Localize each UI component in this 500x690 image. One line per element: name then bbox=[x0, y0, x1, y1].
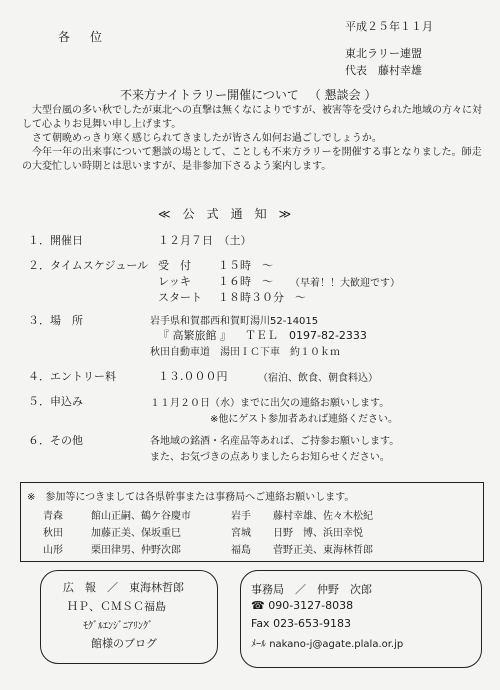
pr-title: 広 報 ／ 東海林哲郎 bbox=[63, 581, 184, 594]
contact-prefecture: 山形 bbox=[43, 545, 63, 556]
place-access: 秋田自動車道 湯田ＩＣ下車 約１０ｋｍ bbox=[150, 347, 340, 358]
contact-names: 藤村幸雄、佐々木松紀 bbox=[273, 511, 373, 522]
office-phone: 090-3127-8038 bbox=[268, 599, 354, 612]
apply-line-1: １１月２０日（水）までに出欠の連絡お願いします。 bbox=[150, 398, 390, 409]
office-mail: nakano-j@agate.plala.or.jp bbox=[269, 639, 404, 650]
place-tel: ＴＥＬ 0197-82-2333 bbox=[245, 329, 367, 342]
body-paragraph: さて朝晩めっきり寒く感じられてきましたが皆さん如何お過ごしでしょうか。 bbox=[32, 133, 382, 144]
contacts-box bbox=[20, 482, 484, 562]
place-address: 岩手県和賀郡西和賀町湯川52-14015 bbox=[150, 316, 319, 327]
other-line-1: 各地域の銘酒・名産品等あれば、ご持参お願いします。 bbox=[150, 436, 400, 447]
office-mail-row bbox=[251, 635, 403, 650]
contact-prefecture: 青森 bbox=[43, 511, 63, 522]
item-apply-label: ５．申込み bbox=[28, 395, 83, 408]
pr-box bbox=[40, 570, 218, 664]
schedule-row-time: １８時３０分 〜 bbox=[218, 291, 306, 304]
body-text bbox=[22, 104, 482, 174]
office-box bbox=[240, 570, 482, 668]
apply-line-2: ※他にゲスト参加者あれば連絡ください。 bbox=[210, 414, 398, 425]
schedule-row-time: １６時 〜 bbox=[218, 275, 273, 288]
schedule-row-time: １５時 〜 bbox=[218, 259, 273, 272]
mail-label: ﾒｰﾙ bbox=[251, 639, 266, 650]
organization-name: 東北ラリー連盟 bbox=[345, 47, 422, 60]
issue-date: 平成２５年１１月 bbox=[345, 20, 433, 33]
contact-names: 館山正嗣、鶴ケ谷慶市 bbox=[91, 511, 191, 522]
item-place-label: ３．場 所 bbox=[28, 314, 83, 327]
contact-prefecture: 宮城 bbox=[231, 528, 251, 539]
item-other-label: ６．その他 bbox=[28, 434, 83, 447]
office-title: 事務局 ／ 仲野 次郎 bbox=[251, 583, 372, 596]
contacts-note: ※ 参加等につきましては各県幹事または事務局へご連絡お願いします。 bbox=[27, 492, 355, 503]
contact-names: 加藤正美、保坂重巳 bbox=[91, 528, 181, 539]
contact-prefecture: 秋田 bbox=[43, 528, 63, 539]
item-date-label: １．開催日 bbox=[28, 234, 83, 247]
item-date-value: １２月７日 （土） bbox=[158, 234, 252, 247]
contact-names: 菅野正美、東海林哲郎 bbox=[273, 545, 373, 556]
pr-line-2: ﾓｸﾞﾙｴﾝｼﾞﾆｱﾘﾝｸﾞ bbox=[83, 621, 153, 632]
place-venue: 『 高繁旅館 』 bbox=[158, 329, 231, 342]
office-fax: Fax 023-653-9183 bbox=[251, 617, 351, 630]
contact-prefecture: 福島 bbox=[231, 545, 251, 556]
schedule-row-note: （早着！！大歓迎です） bbox=[290, 278, 400, 289]
contact-prefecture: 岩手 bbox=[231, 511, 251, 522]
representative: 代表 藤村幸雄 bbox=[345, 64, 422, 77]
fee-note: （宿泊、飲食、朝食料込） bbox=[258, 373, 378, 384]
other-line-2: また、お気づきの点ありましたらお知らせください。 bbox=[150, 452, 390, 463]
contact-names: 栗田律男、仲野次郎 bbox=[91, 545, 181, 556]
pr-line-3: 館様のブログ bbox=[91, 637, 157, 650]
schedule-row-name: レッキ bbox=[158, 275, 191, 288]
fee-value: １３.０００円 bbox=[158, 370, 228, 383]
contact-names: 日野 博、浜田幸悦 bbox=[273, 528, 363, 539]
body-paragraph: 今年一年の出来事について懇談の場として、ことしも不来方ラリーを開催する事となりました。師走の大変忙しい時期とは思いますが、是非参加下さるよう案内します。 bbox=[22, 147, 482, 172]
phone-icon: ☎ bbox=[251, 599, 265, 612]
schedule-row-name: スタート bbox=[158, 291, 202, 304]
pr-line-1: ＨＰ、ＣＭＳＣ福島 bbox=[67, 600, 166, 613]
notice-heading: ≪ 公 式 通 知 ≫ bbox=[158, 207, 292, 221]
body-paragraph: 大型台風の多い秋でしたが東北への直撃は無くなによりですが、被害等を受けられた地域の方々に対して心よりお見舞い申し上げます。 bbox=[22, 105, 482, 130]
schedule-row-name: 受 付 bbox=[158, 259, 191, 272]
office-phone-row bbox=[251, 599, 353, 612]
item-schedule-label: ２．タイムスケジュール bbox=[28, 259, 149, 272]
item-fee-label: ４．エントリー料 bbox=[28, 370, 116, 383]
title-main: 不来方ナイトラリー開催について bbox=[120, 88, 299, 102]
title-suffix: （ 懇談会 ） bbox=[308, 88, 377, 102]
addressee: 各 位 bbox=[58, 30, 107, 44]
document-title bbox=[120, 86, 376, 103]
